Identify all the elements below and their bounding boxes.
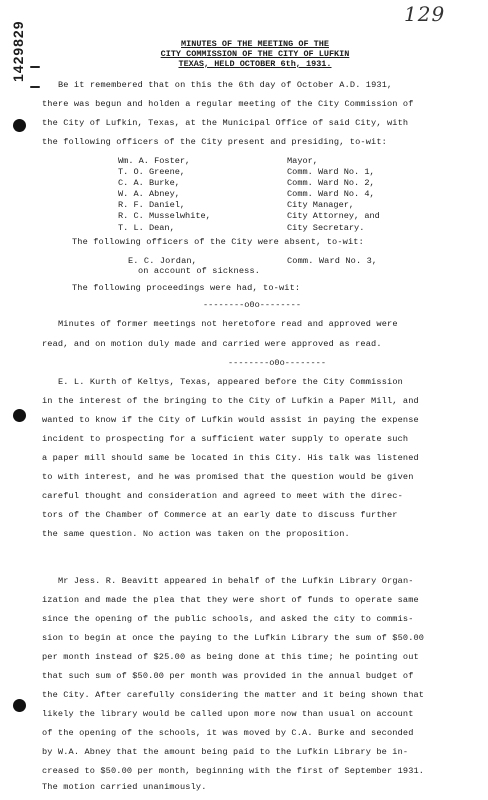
heading-line-3: TEXAS, HELD OCTOBER 6th, 1931. [178,59,332,69]
paper-mill-line-8: tors of the Chamber of Commerce at an early date to discuss further [42,510,398,520]
page-number: 129 [404,2,446,26]
intro-line-4: the following officers of the City present and presiding, to-wit: [42,137,387,147]
intro-line-2: there was begun and holden a regular meeting of the City Commission of [42,99,414,109]
library-line-8: likely the library would be called upon more now than usual on account [42,709,414,719]
paper-mill-line-1: E. L. Kurth of Keltys, Texas, appeared before the City Commission [58,377,403,387]
absent-officer-name: E. C. Jordan, [128,256,197,266]
heading-line-2: CITY COMMISSION OF THE CITY OF LUFKIN [160,49,350,59]
paper-mill-line-4: incident to prospecting for a sufficient water supply to operate such [42,434,409,444]
absent-officer-title: Comm. Ward No. 3, [287,256,378,266]
library-line-7: the City. After carefully considering the matter and it being shown that [42,690,425,700]
officer-title: Comm. Ward No. 2, [287,178,375,189]
officer-title: Mayor, [287,156,318,166]
officer-title: Comm. Ward No. 1, [287,167,375,178]
library-line-11: creased to $50.00 per month, beginning with the first of September 1931. [42,766,425,776]
officer-name: W. A. Abney, [118,189,180,200]
intro-line-1: Be it remembered that on this the 6th day of October A.D. 1931, [58,80,393,90]
library-line-9: of the opening of the schools, it was moved by C.A. Burke and seconded [42,728,414,738]
officer-name: T. L. Dean, [118,222,175,233]
officer-title: Comm. Ward No. 4, [287,189,375,200]
library-line-4: sion to begin at once the paying to the Lufkin Library the sum of $50.00 [42,633,425,643]
library-line-2: ization and made the plea that they were short of funds to operate same [42,595,419,605]
officer-title: City Attorney, and [287,211,380,222]
officers-present-names [118,156,211,234]
library-line-12: The motion carried unanimously. [42,782,207,792]
divider-1: --------o0o-------- [203,300,301,310]
minutes-line-2: read, and on motion duly made and carried were approved as read. [42,339,382,349]
binder-hole-bottom [13,699,26,712]
divider-2: --------o0o-------- [228,358,326,368]
proceedings-intro: The following proceedings were had, to-wit: [72,283,301,293]
binder-hole-middle [13,409,26,422]
absent-intro: The following officers of the City were absent, to-wit: [72,237,364,247]
heading-line-1: MINUTES OF THE MEETING OF THE [181,39,329,49]
officer-name: Wm. A. Foster, [118,156,191,166]
document-id-stamp: 1429829 [10,20,26,82]
margin-mark [30,86,40,88]
paper-mill-line-6: to with interest, and he was promised that the question would be given [42,472,414,482]
library-line-1: Mr Jess. R. Beavitt appeared in behalf of the Lufkin Library Organ- [58,576,414,586]
paper-mill-line-5: a paper mill should same be located in this City. His talk was listened [42,453,419,463]
officer-title: City Manager, [287,200,355,211]
binder-hole-top [13,119,26,132]
officer-title: City Secretary. [287,222,365,233]
officer-name: C. A. Burke, [118,178,180,189]
paper-mill-line-7: careful thought and consideration and agreed to meet with the direc- [42,491,403,501]
officer-name: T. O. Greene, [118,167,186,178]
library-line-6: that such sum of $50.00 per month was provided in the annual budget of [42,671,414,681]
officers-present-titles [287,156,380,234]
library-line-10: by W.A. Abney that the amount being paid to the Lufkin Library be in- [42,747,409,757]
paper-mill-line-2: in the interest of the bringing to the City of Lufkin a Paper Mill, and [42,396,419,406]
officer-name: R. F. Daniel, [118,200,186,211]
margin-mark [30,66,40,68]
absent-reason: on account of sickness. [138,266,261,276]
intro-line-3: the City of Lufkin, Texas, at the Municipal Office of said City, with [42,118,409,128]
library-line-5: per month instead of $25.00 as being done at this time; he pointing out [42,652,419,662]
officer-name: R. C. Musselwhite, [118,211,211,222]
paper-mill-line-9: the same question. No action was taken on the proposition. [42,529,350,539]
library-line-3: since the opening of the public schools, and asked the city to commis- [42,614,414,624]
paper-mill-line-3: wanted to know if the City of Lufkin would assist in paying the expense [42,415,419,425]
minutes-line-1: Minutes of former meetings not heretofore read and approved were [58,319,398,329]
